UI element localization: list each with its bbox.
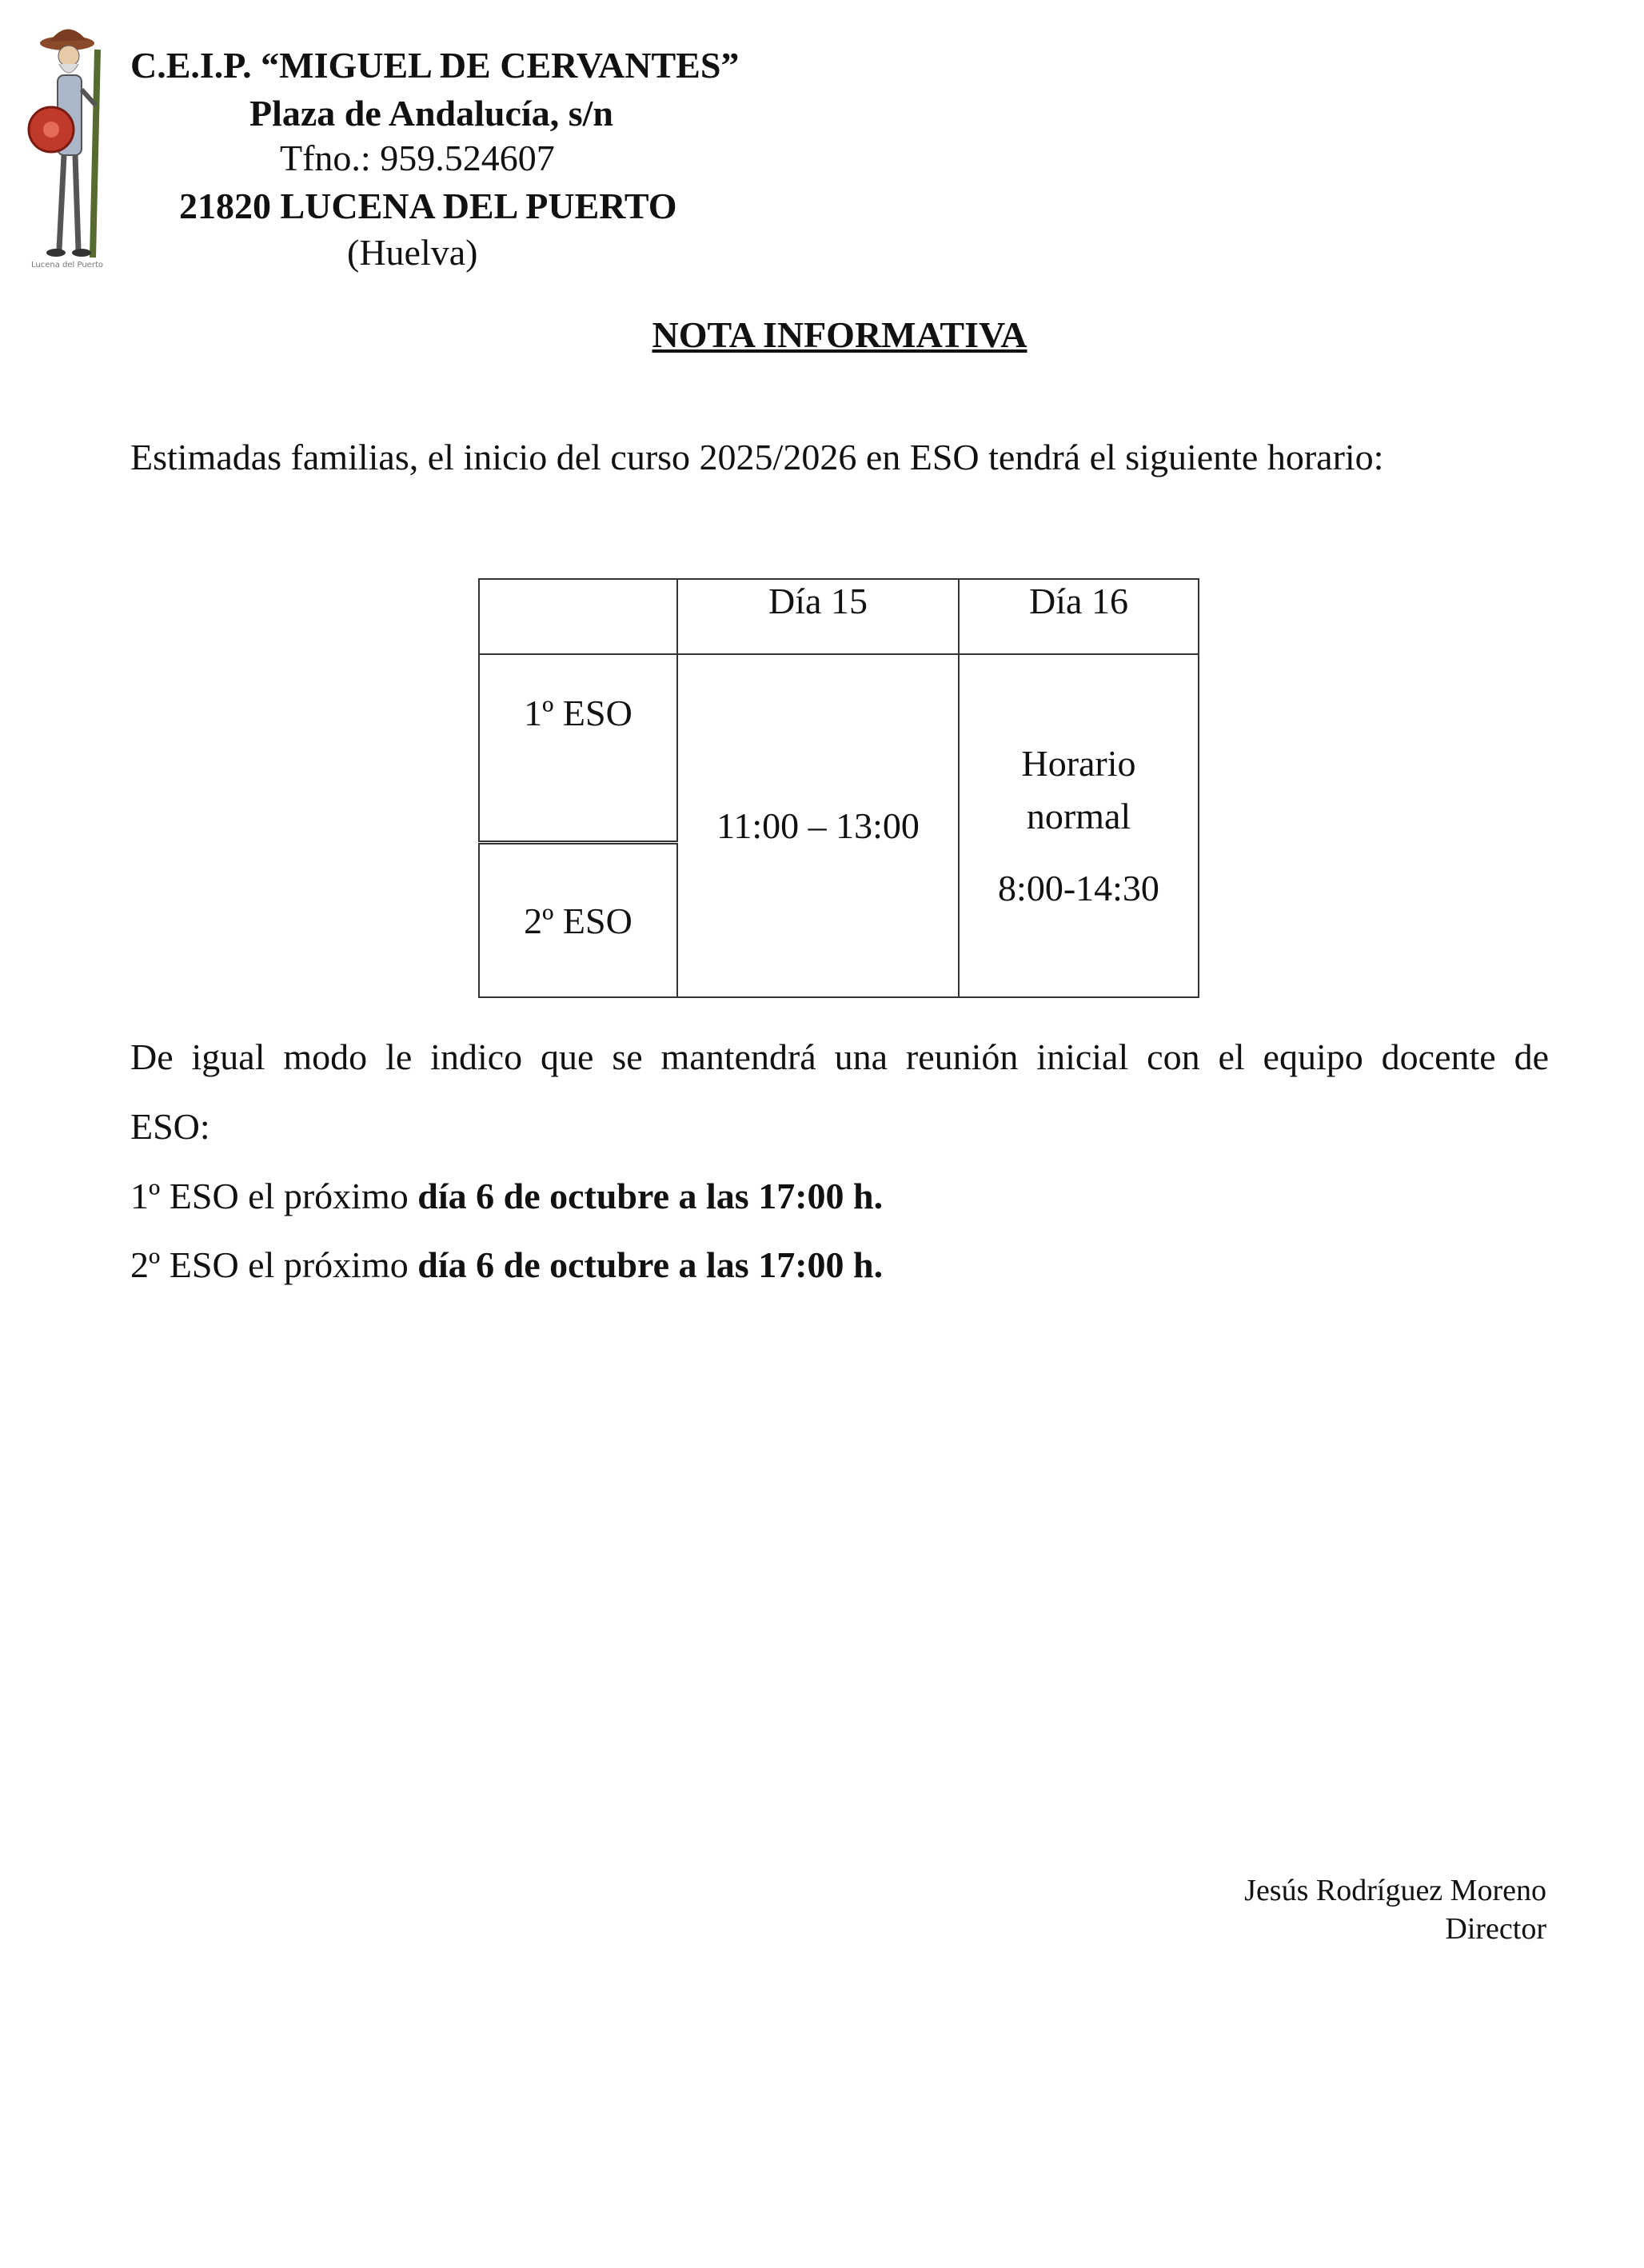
table-row-1eso — [479, 654, 1199, 843]
day16-time: 8:00-14:30 — [998, 867, 1159, 908]
school-address: Plaza de Andalucía, s/n — [249, 93, 613, 134]
table-corner-cell — [479, 579, 677, 654]
meeting-line-2eso — [130, 1244, 883, 1286]
meeting-line-1eso-prefix: 1º ESO el próximo — [130, 1176, 418, 1216]
schedule-table — [478, 578, 1199, 998]
school-city: 21820 LUCENA DEL PUERTO — [179, 186, 677, 226]
day16-label-line2: normal — [1026, 795, 1131, 837]
column-header-day15: Día 15 — [677, 579, 959, 654]
row-label-1eso: 1º ESO — [479, 654, 677, 843]
column-header-day16: Día 16 — [959, 579, 1199, 654]
table-header-row — [479, 579, 1199, 654]
meeting-intro-line2: ESO: — [130, 1106, 210, 1147]
day16-cell — [959, 654, 1199, 997]
row-label-2eso: 2º ESO — [479, 843, 677, 998]
school-phone: Tfno.: 959.524607 — [280, 138, 555, 178]
signature-name: Jesús Rodríguez Moreno — [1244, 1874, 1546, 1907]
day16-label-line1: Horario — [1021, 742, 1136, 784]
meeting-line-2eso-prefix: 2º ESO el próximo — [130, 1244, 418, 1285]
school-logo — [11, 18, 133, 286]
meeting-line-2eso-date: día 6 de octubre a las 17:00 h. — [417, 1244, 884, 1285]
meeting-intro-line1: De igual modo le indico que se mantendrá una reunión inicial con el equipo docente de — [130, 1036, 1549, 1077]
logo-caption: Lucena del Puerto — [31, 261, 103, 270]
school-province: (Huelva) — [347, 232, 478, 273]
signature-block — [1244, 1871, 1546, 1948]
intro-paragraph: Estimadas familias, el inicio del curso 2025/2026 en ESO tendrá el siguiente horario: — [130, 437, 1384, 477]
meeting-line-1eso — [130, 1176, 883, 1217]
school-name: C.E.I.P. “MIGUEL DE CERVANTES” — [130, 45, 740, 86]
meeting-line-1eso-date: día 6 de octubre a las 17:00 h. — [417, 1176, 884, 1216]
signature-role: Director — [1445, 1912, 1546, 1946]
page-title: NOTA INFORMATIVA — [652, 314, 1028, 355]
day15-time-cell: 11:00 – 13:00 — [677, 654, 959, 997]
